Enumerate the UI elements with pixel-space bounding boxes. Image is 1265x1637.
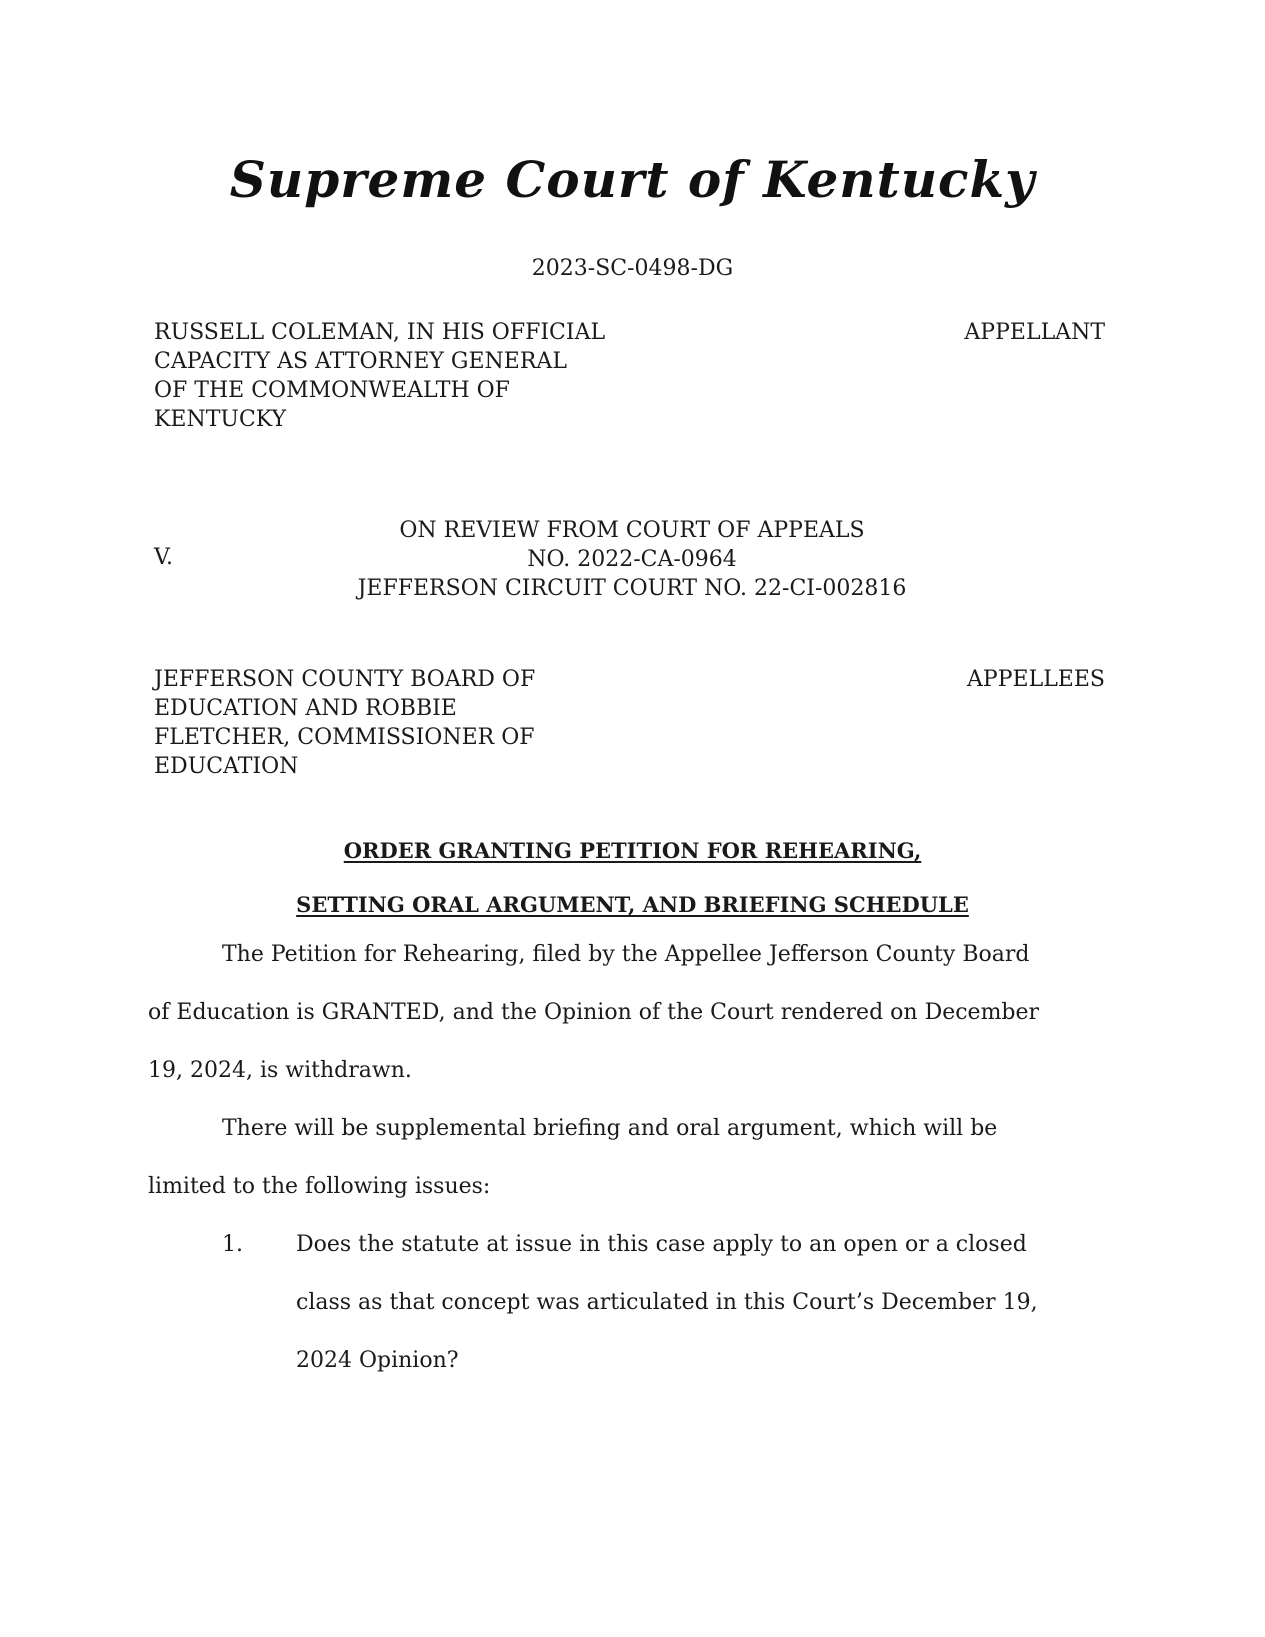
order-heading-line2: SETTING ORAL ARGUMENT, AND BRIEFING SCHEDULE xyxy=(296,892,969,917)
review-line: ON REVIEW FROM COURT OF APPEALS xyxy=(399,518,865,543)
review-line: JEFFERSON CIRCUIT COURT NO. 22-CI-002816 xyxy=(357,576,907,601)
case-number: 2023-SC-0498-DG xyxy=(531,256,734,281)
appellees-line: EDUCATION AND ROBBIE xyxy=(154,696,457,721)
appellees-line: EDUCATION xyxy=(154,754,299,779)
appellant-line: KENTUCKY xyxy=(154,407,287,432)
issue-number: 1. xyxy=(222,1232,243,1257)
appellant-line: CAPACITY AS ATTORNEY GENERAL xyxy=(154,349,567,374)
appellant-line: OF THE COMMONWEALTH OF xyxy=(154,378,510,403)
issue-line: class as that concept was articulated in this Court’s December 19, xyxy=(296,1290,1038,1315)
appellant-name-block xyxy=(154,318,674,434)
appellees-line: FLETCHER, COMMISSIONER OF xyxy=(154,725,535,750)
court-title: Supreme Court of Kentucky xyxy=(229,150,1036,209)
paragraph-line: The Petition for Rehearing, filed by the Appellee Jefferson County Board xyxy=(222,942,1030,967)
paragraph-granted xyxy=(148,926,1118,1100)
paragraph-briefing xyxy=(148,1100,1118,1216)
issue-line: Does the statute at issue in this case apply to an open or a closed xyxy=(296,1232,1027,1257)
review-line: NO. 2022-CA-0964 xyxy=(527,547,737,572)
appellant-role: APPELLANT xyxy=(964,320,1105,345)
issue-text xyxy=(296,1216,1116,1390)
paragraph-line: limited to the following issues: xyxy=(148,1174,491,1199)
paragraph-line: 19, 2024, is withdrawn. xyxy=(148,1058,412,1083)
appellees-name-block xyxy=(154,665,674,781)
issue-line: 2024 Opinion? xyxy=(296,1348,459,1373)
paragraph-line: of Education is GRANTED, and the Opinion of the Court rendered on December xyxy=(148,1000,1040,1025)
appellant-line: RUSSELL COLEMAN, IN HIS OFFICIAL xyxy=(154,320,606,345)
order-heading-line1: ORDER GRANTING PETITION FOR REHEARING, xyxy=(343,838,922,863)
appellees-line: JEFFERSON COUNTY BOARD OF xyxy=(154,667,536,692)
paragraph-line: There will be supplemental briefing and oral argument, which will be xyxy=(222,1116,998,1141)
review-block xyxy=(282,516,982,603)
versus-label: V. xyxy=(154,545,174,570)
appellees-role: APPELLEES xyxy=(967,667,1105,692)
